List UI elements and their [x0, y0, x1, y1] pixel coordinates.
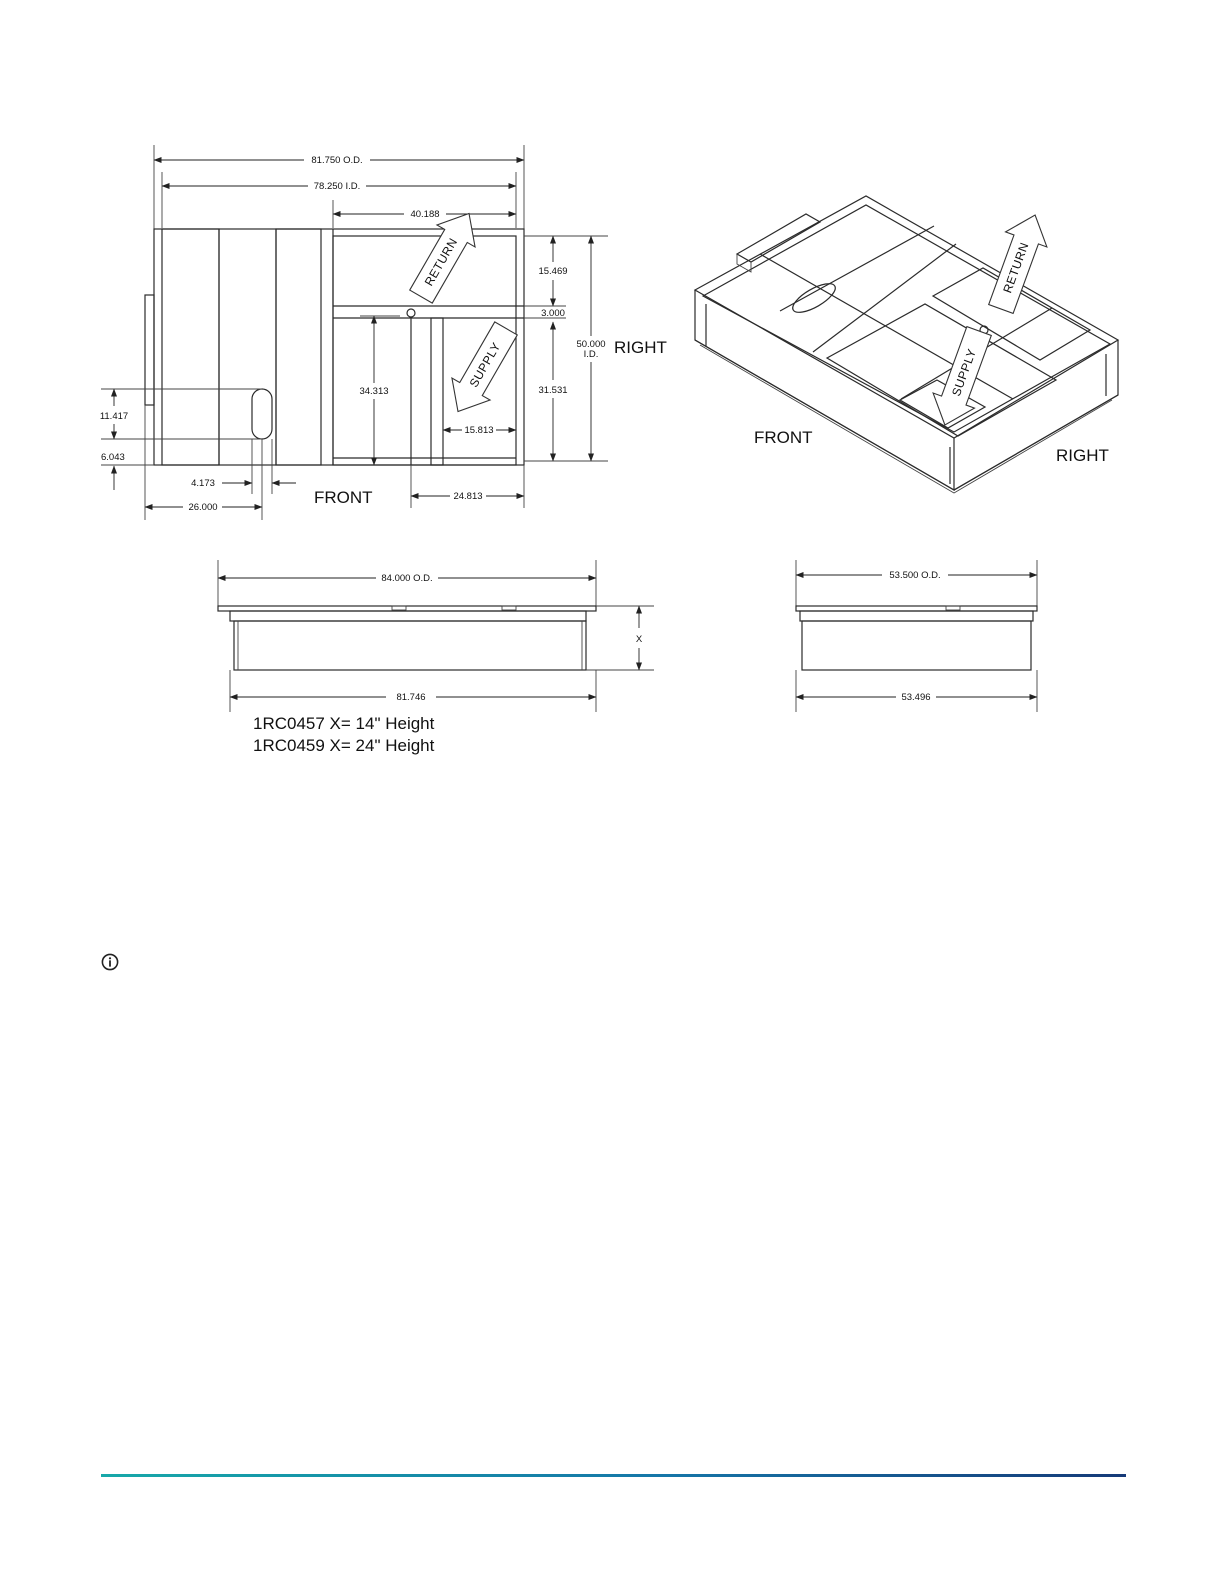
- iso-label-front: FRONT: [754, 428, 813, 447]
- side-dim-outer: 53.500 O.D.: [889, 570, 941, 581]
- return-label: RETURN: [421, 235, 461, 289]
- dim-inner-depth-value: 50.000: [576, 339, 606, 350]
- front-elevation: [218, 560, 654, 755]
- supply-arrow: [439, 317, 525, 422]
- front-dim-outer: 84.000 O.D.: [381, 573, 433, 584]
- info-circle-icon: [101, 953, 119, 971]
- dim-slot-offset: 6.043: [101, 452, 125, 463]
- dim-supply-width: 15.813: [464, 425, 494, 436]
- dim-left-depth: 34.313: [359, 386, 389, 397]
- dim-return-width: 40.188: [410, 209, 440, 220]
- plan-label-right: RIGHT: [614, 338, 667, 357]
- plan-view: [100, 145, 667, 520]
- dim-bottom-right: 24.813: [453, 491, 483, 502]
- front-dim-height: X: [635, 634, 643, 645]
- dim-return-depth: 15.469: [538, 266, 568, 277]
- iso-label-right: RIGHT: [1056, 446, 1109, 465]
- side-dim-inner: 53.496: [901, 692, 931, 703]
- isometric-view: [695, 196, 1118, 493]
- iso-return-label: RETURN: [1000, 240, 1032, 295]
- dim-outer-width: 81.750 O.D.: [311, 155, 363, 166]
- note-line-2: 1RC0459 X= 24" Height: [253, 736, 435, 755]
- iso-return-arrow: [980, 207, 1056, 316]
- footer-rule: [101, 1474, 1126, 1477]
- iso-supply-label: SUPPLY: [949, 346, 980, 398]
- dim-supply-depth: 31.531: [538, 385, 568, 396]
- dim-inner-width: 78.250 I.D.: [313, 181, 361, 192]
- note-line-1: 1RC0457 X= 14" Height: [253, 714, 435, 733]
- front-dim-inner: 81.746: [396, 692, 426, 703]
- dim-slot-width: 4.173: [191, 478, 215, 489]
- plan-label-front: FRONT: [314, 488, 373, 507]
- dim-divider: 3.000: [541, 308, 565, 319]
- dim-slot-height: 11.417: [99, 411, 129, 422]
- dim-slot-position: 26.000: [188, 502, 218, 513]
- dim-inner-depth-unit: I.D.: [583, 349, 599, 360]
- supply-label: SUPPLY: [466, 339, 504, 390]
- side-elevation: [796, 560, 1037, 712]
